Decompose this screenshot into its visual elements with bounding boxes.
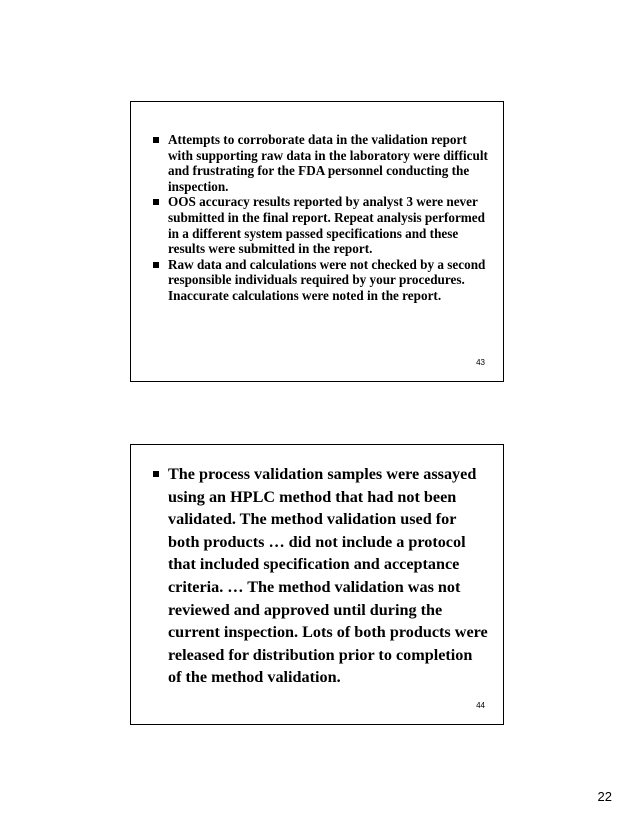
page-number: 22 bbox=[597, 789, 612, 804]
square-bullet-icon bbox=[153, 471, 159, 477]
bullet-text: OOS accuracy results reported by analyst 3 were never submitted in the final report. Repeat analysis performed in a different system passed specifications and these results were submitted in the report. bbox=[168, 194, 485, 257]
bullet-item bbox=[151, 132, 489, 194]
square-bullet-icon bbox=[153, 262, 159, 268]
slide-44 bbox=[130, 444, 504, 725]
slide-43 bbox=[130, 101, 504, 382]
slide-number: 43 bbox=[476, 358, 485, 367]
bullet-text: The process validation samples were assayed using an HPLC method that had not been validated. The method validation used for both products … did not include a protocol that included specification and acceptance criteria. … The method validation was not reviewed and approved until during the current inspection. Lots of both products were released for distribution prior to completion of the method validation. bbox=[168, 465, 488, 687]
bullet-list bbox=[151, 463, 489, 689]
bullet-list bbox=[151, 132, 489, 304]
bullet-item bbox=[151, 194, 489, 256]
square-bullet-icon bbox=[153, 199, 159, 205]
bullet-item bbox=[151, 257, 489, 304]
square-bullet-icon bbox=[153, 137, 159, 143]
bullet-text: Attempts to corroborate data in the validation report with supporting raw data in the laboratory were difficult and frustrating for the FDA personnel conducting the inspection. bbox=[168, 132, 488, 194]
bullet-item bbox=[151, 463, 489, 689]
slide-number: 44 bbox=[476, 701, 485, 710]
bullet-text: Raw data and calculations were not checked by a second responsible individuals required by your procedures. Inaccurate calculations were noted in the report. bbox=[168, 256, 486, 303]
